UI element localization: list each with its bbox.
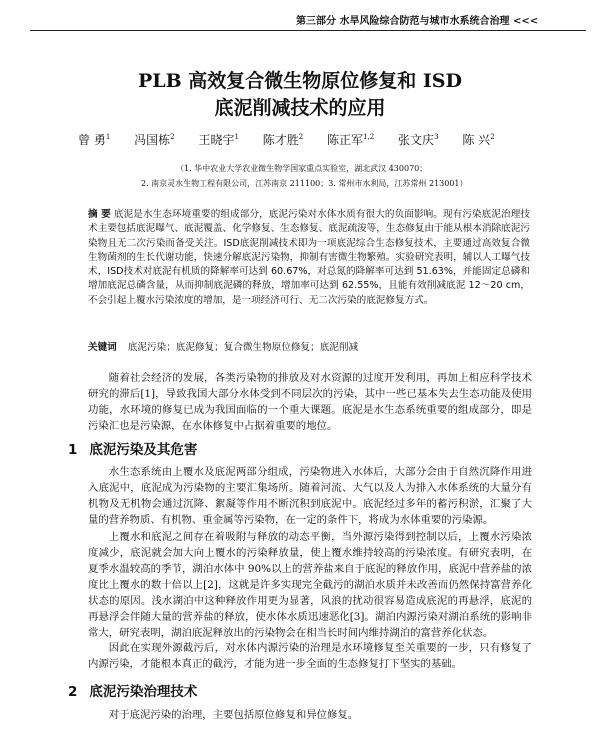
- section-title: 底泥污染治理技术: [89, 684, 198, 700]
- section-heading: [68, 438, 197, 458]
- author: 张文庆$^3$: [398, 133, 439, 147]
- section-heading: [68, 680, 197, 700]
- header-rule: [30, 30, 586, 31]
- paper-title-line2: 底泥削减技术的应用: [214, 97, 386, 119]
- abstract: [88, 208, 530, 308]
- author: 陈正军$^{1,2}$: [327, 133, 375, 147]
- body-paragraph: 上覆水和底泥之间存在着吸附与释放的动态平衡，当外源污染得到控制以后，上覆水污染浓度减少，底泥就会加大向上覆水的污染释放量，使上覆水维持较高的污染浓度。有研究表明，在夏季水温较高的季节，湖泊水体中 90%以上的营养盐来自于底泥的释放作用，底泥中营养盐的浓度比上覆水的数十倍以上[2]，这就是许多实现完全截污的湖泊水质并未改善而仍然保持富营养化状态的原因。浅水湖泊中这种释放作用更为显著，风浪的扰动很容易造成底泥的再悬浮，底泥的再悬浮会伴随大量的营养盐的释放，使水体水质迅速恶化[3]。湖泊内源污染对湖泊系统的影响非常大，研究表明，湖泊底泥释放出的污染物会在相当长时间内维持湖泊的富营养化状态。: [88, 531, 532, 639]
- keywords-text: 底泥污染；底泥修复；复合微生物原位修复；底泥削减: [127, 342, 359, 353]
- body-paragraph: 因此在实现外源截污后，对水体内源污染的治理是水环境修复至关重要的一步，只有修复了内源污染，才能根本真正的截污，才能为进一步全面的生态修复打下坚实的基础。: [88, 642, 532, 670]
- intro-paragraph: 随着社会经济的发展，各类污染物的排放及对水资源的过度开发利用，再加上相应科学技术研究的滞后[1]，导致我国大部分水体受到不同层次的污染，其中一些已基本失去生态功能及使用功能，水环境的修复已成为我国面临的一个重大课题。底泥是水生态系统重要的组成部分，即是污染汇也是污染源，在水体修复中占据着重要的地位。: [88, 372, 532, 432]
- author: 陈 兴$^2$: [462, 133, 495, 147]
- keywords: [88, 339, 530, 353]
- section-title: 底泥污染及其危害: [89, 442, 198, 458]
- affiliation-line: 2. 南京灵水生物工程有限公司，江苏南京 211100；3. 常州市水利局，江苏常州 213001）: [141, 179, 468, 188]
- body-paragraph: 水生态系统由上覆水及底泥两部分组成，污染物进入水体后，大部分会由于自然沉降作用进入底泥中，底泥成为污染物的主要汇集场所。随着河流、大气以及人为排入水体系统的大量分有机物及无机物会通过沉降、絮凝等作用不断沉积到底泥中。底泥经过多年的蓄污积淤，汇聚了大量的营养物质、有机物、重金属等污染物，在一定的条件下，将成为水体重要的污染源。: [88, 466, 532, 526]
- author: 陈才胜$^2$: [262, 133, 304, 147]
- affiliation-line: （1. 华中农业大学农业微生物学国家重点实验室，湖北武汉 430070；: [176, 164, 428, 173]
- body-paragraph: 对于底泥污染的治理，主要包括原位修复和异位修复。: [108, 709, 359, 721]
- running-header: 第三部分 水旱风险综合防范与城市水系统合治理 <<<: [296, 16, 539, 27]
- section-number: 1: [68, 442, 78, 458]
- author: 王晓宇$^1$: [198, 133, 239, 147]
- abstract-label: 摘 要: [88, 209, 111, 220]
- keywords-label: 关键词: [88, 342, 117, 353]
- author-list: [78, 131, 558, 148]
- section-number: 2: [68, 684, 78, 700]
- author: 曾 勇$^1$: [78, 133, 111, 147]
- paper-title-line1: PLB 高效复合微生物原位修复和 ISD: [137, 70, 463, 92]
- author: 冯国栋$^2$: [134, 133, 175, 147]
- abstract-text: 底泥是水生态环境重要的组成部分，底泥污染对水体水质有很大的负面影响。现有污染底泥治理技术主要包括底泥曝气、底泥覆盖、化学修复、生态修复、底泥疏浚等，生态修复由于能从根本消除底泥污染物且无二次污染而备受关注。ISD底泥削减技术即为一项底泥综合生态修复技术，主要通过高效复合微生物菌剂的生长代谢功能，快速分解底泥污染物，抑制有害微生物繁殖。实验研究表明，辅以人工曝气技术，ISD技术对底泥有机质的降解率可达到 60.67%，对总氮的降解率可达到 51.63%，并能固定总磷和增加底泥总磷含量，从而抑制底泥磷的释放，增加率可达到 62.55%，且能有效削减底泥 12～20 cm，不会引起上覆水污染浓度的增加，是一项经济可行、无二次污染的底泥修复方式。: [88, 209, 530, 306]
